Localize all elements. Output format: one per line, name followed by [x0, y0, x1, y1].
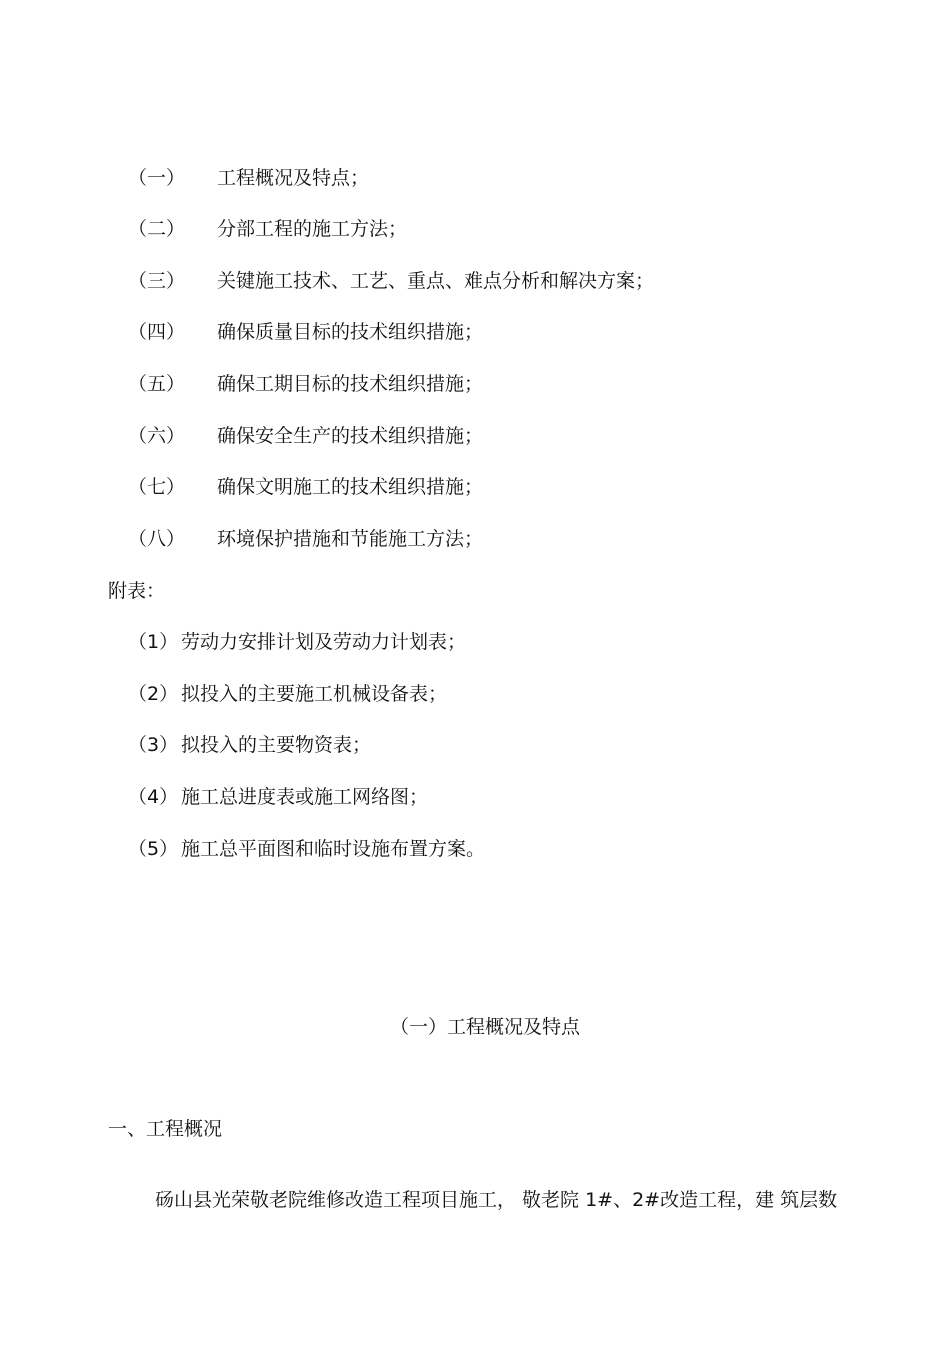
toc-item-number: （七） — [128, 476, 186, 498]
section-title: （一）工程概况及特点 — [389, 1016, 580, 1038]
toc-item-text: 确保质量目标的技术组织措施； — [217, 321, 484, 343]
appendix-item-text: 拟投入的主要施工机械设备表； — [181, 683, 448, 705]
subsection-title: 一、工程概况 — [108, 1118, 223, 1140]
toc-item-text: 环境保护措施和节能施工方法； — [217, 528, 484, 550]
appendix-item-number: （1） — [128, 631, 179, 653]
toc-item-number: （三） — [128, 270, 186, 292]
appendix-item-number: （2） — [128, 683, 179, 705]
appendix-item-text: 施工总进度表或施工网络图； — [181, 786, 429, 808]
toc-item-number: （六） — [128, 425, 186, 447]
appendix-label: 附表： — [108, 580, 166, 602]
toc-item-text: 确保工期目标的技术组织措施； — [217, 373, 484, 395]
toc-item-number: （五） — [128, 373, 186, 395]
toc-item-number: （八） — [128, 528, 186, 550]
appendix-item-text: 施工总平面图和临时设施布置方案。 — [181, 838, 486, 860]
toc-item-number: （二） — [128, 218, 186, 240]
appendix-item-text: 劳动力安排计划及劳动力计划表； — [181, 631, 467, 653]
toc-item-text: 确保安全生产的技术组织措施； — [217, 425, 484, 447]
toc-item-number: （一） — [128, 167, 186, 189]
appendix-item-text: 拟投入的主要物资表； — [181, 734, 372, 756]
toc-item-text: 工程概况及特点； — [217, 167, 370, 189]
toc-item-text: 关键施工技术、工艺、重点、难点分析和解决方案； — [217, 270, 655, 292]
appendix-item-number: （5） — [128, 838, 179, 860]
toc-item-text: 确保文明施工的技术组织措施； — [217, 476, 484, 498]
appendix-item-number: （4） — [128, 786, 179, 808]
appendix-item-number: （3） — [128, 734, 179, 756]
body-paragraph: 砀山县光荣敬老院维修改造工程项目施工， 敬老院 1#、2#改造工程，建 筑层数 — [155, 1189, 838, 1211]
toc-item-number: （四） — [128, 321, 186, 343]
toc-item-text: 分部工程的施工方法； — [217, 218, 408, 240]
